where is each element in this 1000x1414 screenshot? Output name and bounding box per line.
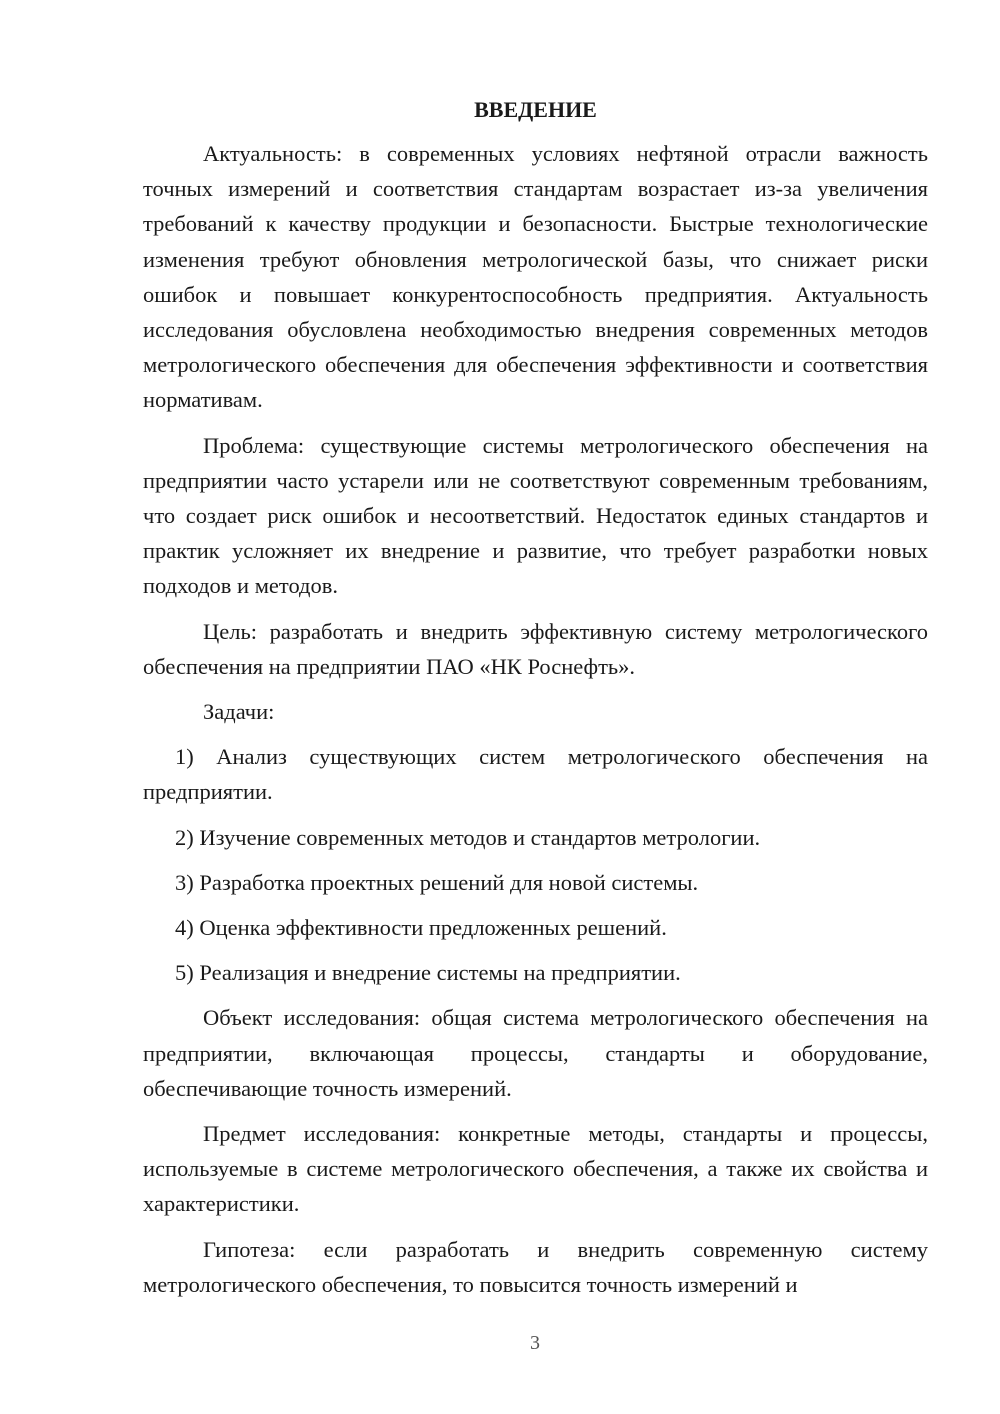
paragraph-hypothesis: Гипотеза: если разработать и внедрить современную систему метрологического обеспечения, то повысится точность измерений и: [143, 1236, 928, 1297]
paragraph-relevance: Актуальность: в современных условиях нефтяной отрасли важность точных измерений и соответствия стандартам возрастает из-за увеличения требований к качеству продукции и безопасности. Быстрые технологические изменения требуют обновления метрологической базы, что снижает риски ошибок и повышает конкурентоспособность предприятия. Актуальность исследования обусловлена необходимостью внедрения современных методов метрологического обеспечения для обеспечения эффективности и соответствия нормативам.: [143, 141, 928, 413]
page-content: [143, 92, 928, 1302]
paragraph-problem: Проблема: существующие системы метрологического обеспечения на предприятии часто устарели или не соответствуют современным требованиям, что создает риск ошибок и несоответствий. Недостаток единых стандартов и практик усложняет их внедрение и развитие, что требует разработки новых подходов и методов.: [143, 432, 928, 599]
task-item: 2) Изучение современных методов и стандартов метрологии.: [175, 824, 761, 850]
task-item: 3) Разработка проектных решений для новой системы.: [175, 869, 699, 895]
tasks-heading: Задачи:: [203, 699, 275, 725]
page-number: 3: [530, 1332, 540, 1354]
page-title: ВВЕДЕНИЕ: [474, 97, 597, 122]
paragraph-subject: Предмет исследования: конкретные методы, стандарты и процессы, используемые в системе метрологического обеспечения, а также их свойства и характеристики.: [143, 1121, 928, 1217]
task-item: 5) Реализация и внедрение системы на предприятии.: [175, 960, 681, 986]
task-item: 4) Оценка эффективности предложенных решений.: [175, 915, 667, 941]
task-item: 1) Анализ существующих систем метрологического обеспечения на предприятии.: [143, 744, 928, 805]
paragraph-goal: Цель: разработать и внедрить эффективную систему метрологического обеспечения на предприятии ПАО «НК Роснефть».: [143, 618, 928, 679]
paragraph-object: Объект исследования: общая система метрологического обеспечения на предприятии, включающая процессы, стандарты и оборудование, обеспечивающие точность измерений.: [143, 1005, 928, 1101]
